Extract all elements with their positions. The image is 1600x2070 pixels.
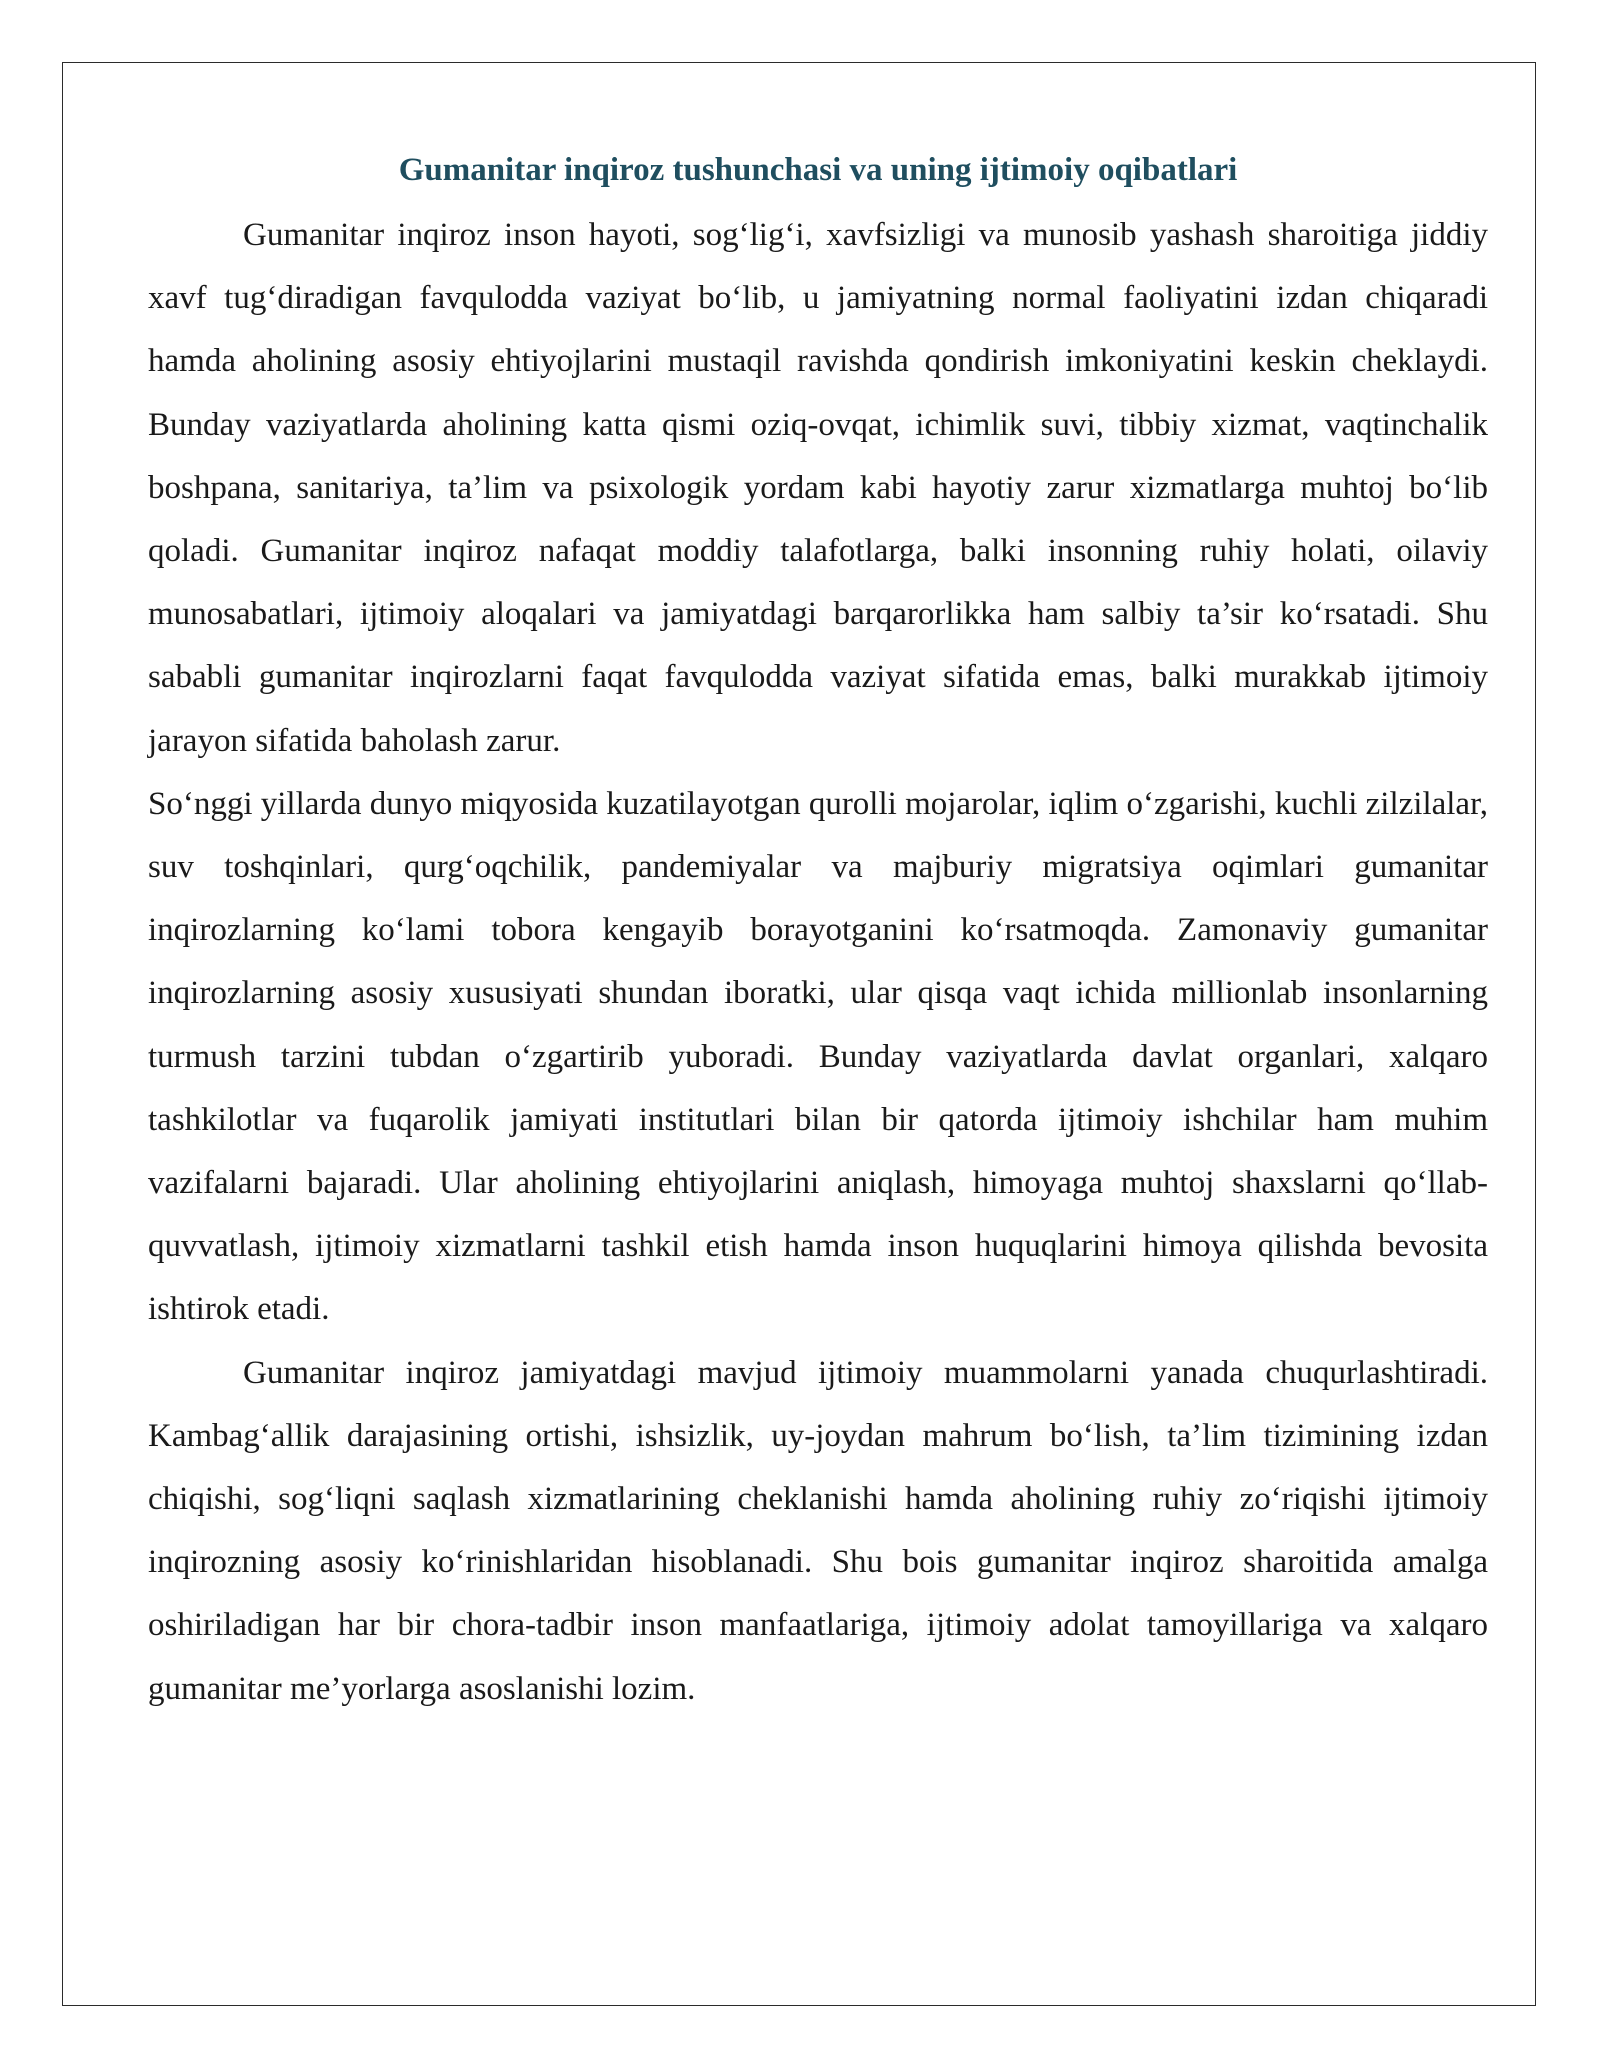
paragraph-2: So‘nggi yillarda dunyo miqyosida kuzatilayotgan qurolli mojarolar, iqlim o‘zgarishi, kuchli zilzilalar, suv toshqinlari, qurg‘oqchilik, pandemiyalar va majburiy migratsiya oqimlari gumanitar inqirozlarning ko‘lami tobora kengayib borayotganini ko‘rsatmoqda. Zamonaviy gumanitar inqirozlarning asosiy xususiyati shundan iboratki, ular qisqa vaqt ichida millionlab insonlarning turmush tarzini tubdan o‘zgartirib yuboradi. Bunday vaziyatlarda davlat organlari, xalqaro tashkilotlar va fuqarolik jamiyati institutlari bilan bir qatorda ijtimoiy ishchilar ham muhim vazifalarni bajaradi. Ular aholining ehtiyojlarini aniqlash, himoyaga muhtoj shaxslarni qo‘llab-quvvatlash, ijtimoiy xizmatlarni tashkil etish hamda inson huquqlarini himoya qilishda bevosita ishtirok etadi. bbox=[148, 785, 1488, 1328]
paragraph-3: Gumanitar inqiroz jamiyatdagi mavjud ijtimoiy muammolarni yanada chuqurlashtiradi. Kambag‘allik darajasining ortishi, ishsizlik, uy-joydan mahrum bo‘lish, ta’lim tizimining izdan chiqishi, sog‘liqni saqlash xizmatlarining cheklanishi hamda aholining ruhiy zo‘riqishi ijtimoiy inqirozning asosiy ko‘rinishlaridan hisoblanadi. Shu bois gumanitar inqiroz sharoitida amalga oshiriladigan har bir chora-tadbir inson manfaatlariga, ijtimoiy adolat tamoyillariga va xalqaro gumanitar me’yorlarga asoslanishi lozim. bbox=[148, 1354, 1488, 1707]
document-title: Gumanitar inqiroz tushunchasi va uning ijtimoiy oqibatlari bbox=[398, 152, 1238, 188]
paragraph-1: Gumanitar inqiroz inson hayoti, sog‘lig‘i, xavfsizligi va munosib yashash sharoitiga jiddiy xavf tug‘diradigan favqulodda vaziyat bo‘lib, u jamiyatning normal faoliyatini izdan chiqaradi hamda aholining asosiy ehtiyojlarini mustaqil ravishda qondirish imkoniyatini keskin cheklaydi. Bunday vaziyatlarda aholining katta qismi oziq-ovqat, ichimlik suvi, tibbiy xizmat, vaqtinchalik boshpana, sanitariya, ta’lim va psixologik yordam kabi hayotiy zarur xizmatlarga muhtoj bo‘lib qoladi. Gumanitar inqiroz nafaqat moddiy talafotlarga, balki insonning ruhiy holati, oilaviy munosabatlari, ijtimoiy aloqalari va jamiyatdagi barqarorlikka ham salbiy ta’sir ko‘rsatadi. Shu sababli gumanitar inqirozlarni faqat favqulodda vaziyat sifatida emas, balki murakkab ijtimoiy jarayon sifatida baholash zarur. bbox=[148, 217, 1488, 759]
document-body bbox=[148, 142, 1488, 1721]
